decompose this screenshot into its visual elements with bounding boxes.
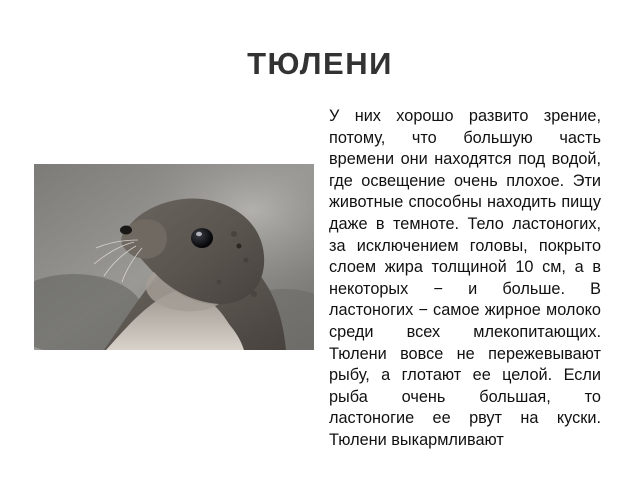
seal-nose: [120, 226, 132, 235]
seal-photo: [34, 164, 314, 350]
seal-eye: [191, 228, 213, 248]
body-text: У них хорошо развито зрение, потому, что большую часть времени они находятся под водой, где освещение очень плохое. Эти животные способны находить пищу даже в темноте. Тело ластоногих, за исключением головы, покрыто слоем жира толщиной 10 см, а в некоторых − и больше. В ластоногих − самое жирное молоко среди всех млекопитающих. Тюлени вовсе не пережевывают рыбу, а глотают ее целой. Если рыба очень большая, то ластоногие ее рвут на куски. Тюлени выкармливают: [329, 107, 601, 449]
seal-illustration: [34, 164, 314, 350]
slide-title: ТЮЛЕНИ: [247, 46, 393, 81]
